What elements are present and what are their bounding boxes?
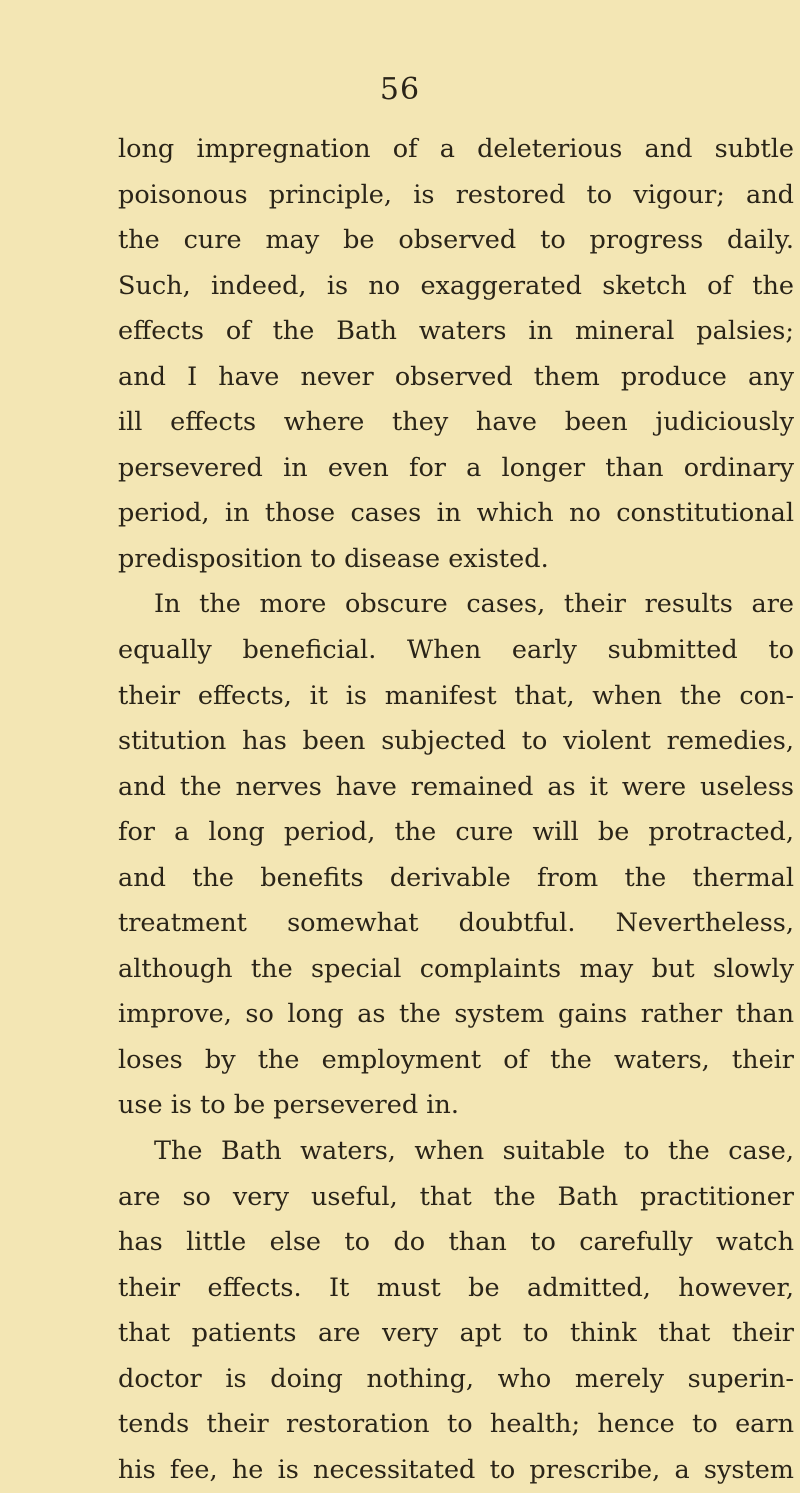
text-line: their effects. It must be admitted, however,	[118, 1272, 794, 1303]
text-line: and I have never observed them produce any	[118, 361, 794, 392]
text-line: tends their restoration to health; hence to earn	[118, 1409, 794, 1440]
text-line: treatment somewhat doubtful. Nevertheless,	[118, 908, 794, 939]
text-line: his fee, he is necessitated to prescribe, a system	[118, 1454, 794, 1485]
text-line: Such, indeed, is no exaggerated sketch of the	[118, 270, 794, 301]
text-line: although the special complaints may but slowly	[118, 953, 794, 984]
text-line: long impregnation of a deleterious and subtle	[118, 134, 794, 164]
text-line: their effects, it is manifest that, when the con-	[118, 680, 794, 711]
text-line: The Bath waters, when suitable to the case,	[154, 1136, 794, 1167]
text-line: are so very useful, that the Bath practitioner	[118, 1181, 794, 1212]
text-line: and the nerves have remained as it were useless	[118, 771, 794, 802]
text-line: effects of the Bath waters in mineral palsies;	[118, 316, 794, 347]
text-line: has little else to do than to carefully watch	[118, 1227, 794, 1258]
text-line: that patients are very apt to think that their	[118, 1318, 794, 1349]
text-line: doctor is doing nothing, who merely superin-	[118, 1363, 794, 1394]
text-line: predisposition to disease existed.	[118, 543, 549, 574]
text-line: the cure may be observed to progress daily.	[118, 225, 794, 256]
text-line: period, in those cases in which no constitutional	[118, 498, 794, 529]
page-number: 56	[379, 72, 421, 107]
text-line: improve, so long as the system gains rather than	[118, 999, 794, 1030]
text-line: persevered in even for a longer than ordinary	[118, 452, 794, 483]
text-line: for a long period, the cure will be protracted,	[118, 817, 794, 848]
text-line: loses by the employment of the waters, their	[118, 1044, 794, 1075]
text-line: use is to be persevered in.	[118, 1090, 459, 1121]
text-line: and the benefits derivable from the thermal	[118, 862, 794, 893]
text-line: stitution has been subjected to violent remedies,	[118, 726, 794, 757]
text-line: ill effects where they have been judiciously	[118, 407, 794, 438]
text-line: poisonous principle, is restored to vigour; and	[118, 179, 794, 210]
body-text	[118, 127, 794, 1493]
text-line: In the more obscure cases, their results are	[154, 589, 794, 620]
text-line: equally beneficial. When early submitted to	[118, 635, 794, 666]
